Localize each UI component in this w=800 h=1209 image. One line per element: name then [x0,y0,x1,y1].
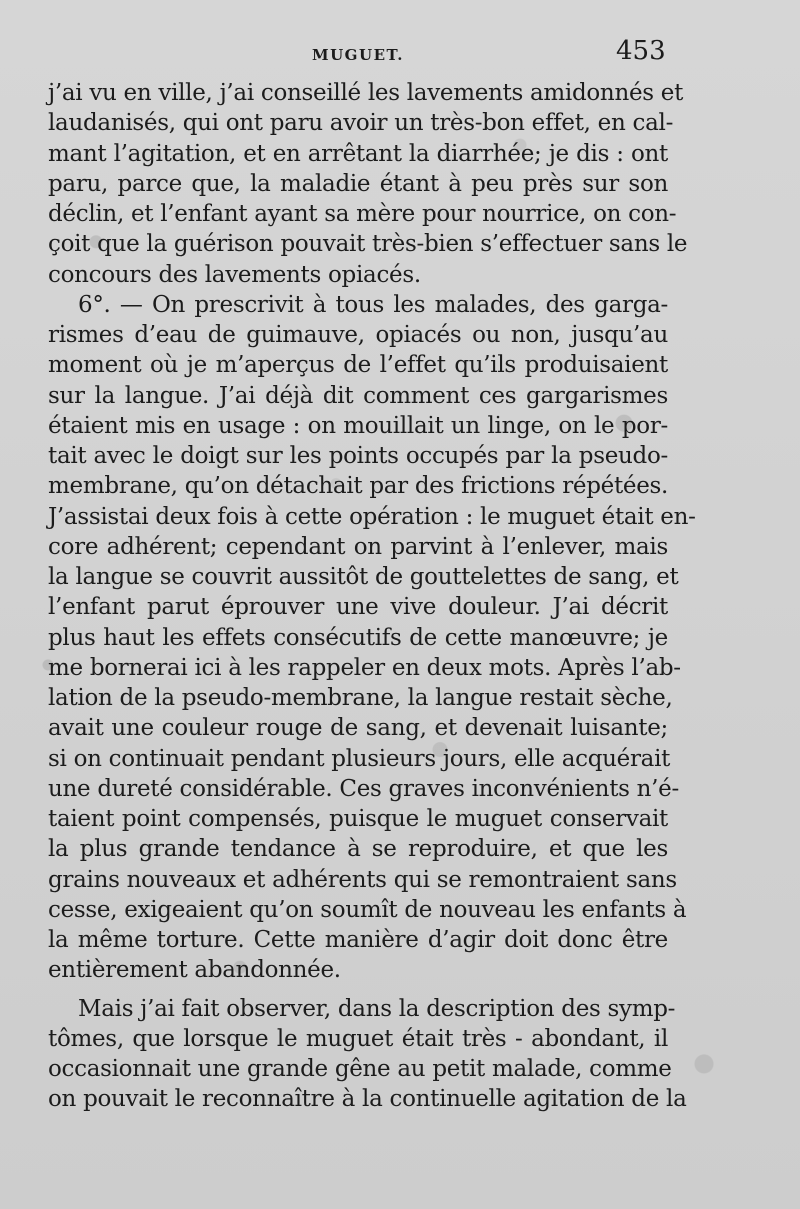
text-line: tômes, que lorsque le muguet était très - abondant, il [48,1025,668,1052]
page-number: 453 [616,36,666,66]
text-line: lation de la pseudo-membrane, la langue restait sèche, [48,685,673,711]
text-line: on pouvait le reconnaître à la continuelle agitation de la [48,1086,687,1113]
text-line: sur la langue. J’ai déjà dit comment ces gargarismes [48,382,668,409]
text-line: occasionnait une grande gêne au petit malade, comme [48,1056,672,1082]
text-line: me bornerai ici à les rappeler en deux mots. Après l’ab- [48,654,681,681]
text-line: avait une couleur rouge de sang, et devenait luisante; [48,715,668,742]
text-line: core adhérent; cependant on parvint à l’enlever, mais [48,533,668,560]
text-line: rismes d’eau de guimauve, opiacés ou non, jusqu’au [48,322,668,348]
text-line: entièrement abandonnée. [48,957,341,984]
text-line: la même torture. Cette manière d’agir doit donc être [48,927,668,953]
running-head: MUGUET. [312,46,404,64]
text-line: la plus grande tendance à se reproduire, et que les [48,836,668,863]
text-line: grains nouveaux et adhérents qui se remontraient sans [48,866,677,893]
paragraph-gap [48,986,668,994]
text-line: çoit que la guérison pouvait très-bien s’effectuer sans le [48,231,688,258]
text-line: Mais j’ai fait observer, dans la description des symp- [78,995,676,1022]
text-line: la langue se couvrit aussitôt de gouttelettes de sang, et [48,564,679,590]
text-line: moment où je m’aperçus de l’effet qu’ils produisaient [48,352,668,379]
text-line: déclin, et l’enfant ayant sa mère pour nourrice, on con- [48,201,677,227]
text-line: J’assistai deux fois à cette opération : le muguet était en- [48,503,696,530]
page-header [0,36,800,76]
text-line: 6°. — On prescrivit à tous les malades, des garga- [78,291,668,318]
text-line: concours des lavements opiacés. [48,261,421,288]
body-text [48,78,696,1115]
text-line: membrane, qu’on détachait par des frictions répétées. [48,473,669,500]
text-line: paru, parce que, la maladie étant à peu près sur son [48,170,668,197]
text-line: cesse, exigeaient qu’on soumît de nouveau les enfants à [48,896,687,923]
text-line: étaient mis en usage : on mouillait un linge, on le por- [48,412,668,439]
text-line: taient point compensés, puisque le muguet conservait [48,806,668,832]
text-line: si on continuait pendant plusieurs jours, elle acquérait [48,745,671,772]
text-line: tait avec le doigt sur les points occupés par la pseudo- [48,443,668,469]
text-line: laudanisés, qui ont paru avoir un très-bon effet, en cal- [48,110,674,137]
text-line: une dureté considérable. Ces graves inconvénients n’é- [48,775,679,802]
text-line: l’enfant parut éprouver une vive douleur. J’ai décrit [48,594,668,621]
text-line: mant l’agitation, et en arrêtant la diarrhée; je dis : ont [48,140,668,167]
text-line: j’ai vu en ville, j’ai conseillé les lavements amidonnés et [48,80,684,106]
text-line: plus haut les effets consécutifs de cette manœuvre; je [48,624,668,651]
